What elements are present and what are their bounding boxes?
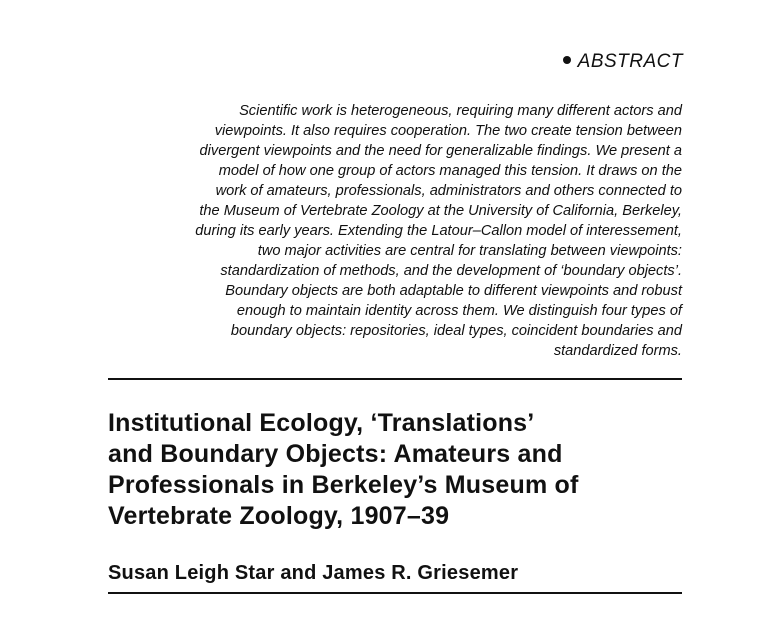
bullet-icon <box>563 56 571 64</box>
abstract-section-label <box>563 51 683 73</box>
authors-bottom-divider <box>108 592 682 594</box>
abstract-line: boundary objects: repositories, ideal types, coincident boundaries and <box>230 323 682 339</box>
abstract-line: Boundary objects are both adaptable to different viewpoints and robust <box>225 283 682 299</box>
abstract-line: viewpoints. It also requires cooperation. The two create tension between <box>214 123 682 139</box>
abstract-line: Scientific work is heterogeneous, requiring many different actors and <box>239 103 682 119</box>
title-line: Vertebrate Zoology, 1907–39 <box>108 501 450 530</box>
abstract-line: the Museum of Vertebrate Zoology at the University of California, Berkeley, <box>199 203 682 219</box>
abstract-line: standardized forms. <box>553 343 682 359</box>
abstract-line: during its early years. Extending the Latour–Callon model of interessement, <box>195 223 682 239</box>
abstract-line: divergent viewpoints and the need for generalizable findings. We present a <box>199 143 682 159</box>
title-line: Institutional Ecology, ‘Translations’ <box>108 408 535 437</box>
abstract-line: work of amateurs, professionals, administrators and others connected to <box>215 183 682 199</box>
article-title <box>108 408 708 532</box>
abstract-text <box>100 101 682 361</box>
title-top-divider <box>108 378 682 380</box>
abstract-line: standardization of methods, and the development of ‘boundary objects’. <box>220 263 682 279</box>
abstract-heading: ABSTRACT <box>577 51 683 72</box>
abstract-line: model of how one group of actors managed this tension. It draws on the <box>218 163 682 179</box>
abstract-line: enough to maintain identity across them. We distinguish four types of <box>236 303 682 319</box>
title-line: and Boundary Objects: Amateurs and <box>108 439 563 468</box>
title-line: Professionals in Berkeley’s Museum of <box>108 470 579 499</box>
abstract-line: two major activities are central for translating between viewpoints: <box>257 243 682 259</box>
article-authors: Susan Leigh Star and James R. Griesemer <box>108 562 519 584</box>
